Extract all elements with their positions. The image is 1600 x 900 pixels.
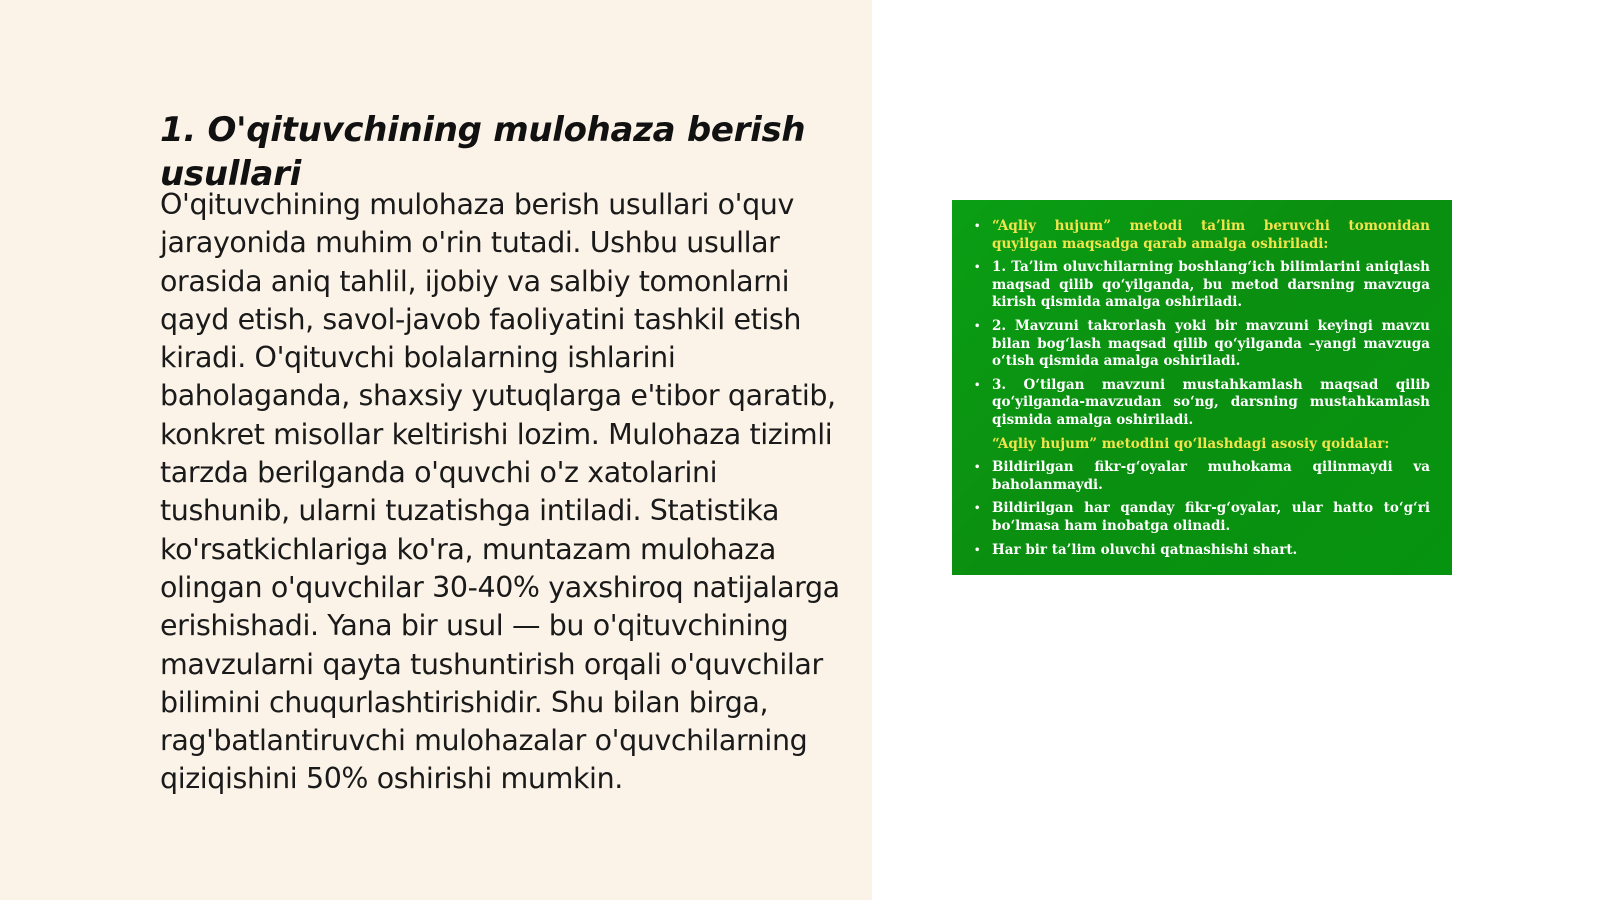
- list-item-text: “Aqliy hujum” metodi ta’lim beruvchi tomonidan quyilgan maqsadga qarab amalga oshiriladi:: [992, 218, 1430, 252]
- bullet-icon: •: [974, 320, 981, 332]
- list-item-rule-1: [974, 459, 1430, 494]
- list-item-text: 3. O‘tilgan mavzuni mustahkamlash maqsad qilib qo‘yilganda-mavzudan so‘ng, darsning mustahkamlash qismida amalga oshiriladi.: [992, 376, 1430, 428]
- list-item-text: Bildirilgan har qanday fikr-g‘oyalar, ular hatto to‘g‘ri bo‘lmasa ham inobatga olinadi.: [992, 500, 1430, 534]
- list-item-goal-2: [974, 318, 1430, 371]
- list-item-intro: [974, 218, 1430, 253]
- bullet-icon: •: [974, 503, 981, 515]
- list-item-rule-3: [974, 542, 1430, 560]
- list-item-text: Bildirilgan fikr-g‘oyalar muhokama qilinmaydi va baholanmaydi.: [992, 459, 1430, 493]
- method-list: [974, 218, 1430, 559]
- bullet-icon: •: [974, 221, 981, 232]
- slide-title: 1. O'qituvchining mulohaza berish usullari: [160, 110, 806, 194]
- list-item-text: 2. Mavzuni takrorlash yoki bir mavzuni keyingi mavzu bilan bog‘lash maqsad qilib qo‘yilganda –yangi mavzuga o‘tish qismida amalga oshiriladi.: [992, 317, 1430, 370]
- list-item-text: Har bir ta’lim oluvchi qatnashishi shart.: [992, 541, 1298, 558]
- bullet-icon: •: [974, 379, 981, 391]
- slide-body-text: O'qituvchining mulohaza berish usullari o'quv jarayonida muhim o'rin tutadi. Ushbu usullar orasida aniq tahlil, ijobiy va salbiy tomonlarni qayd etish, savol-javob faoliyatini tashkil etish kiradi. O'qituvchi bolalarning ishlarini baholaganda, shaxsiy yutuqlarga e'tibor qaratib, konkret misollar keltirishi lozim. Mulohaza tizimli tarzda berilganda o'quvchi o'z xatolarini tushunib, ularni tuzatishga intiladi. Statistika ko'rsatkichlariga ko'ra, muntazam mulohaza olingan o'quvchilar 30-40% yaxshiroq natijalarga erishishadi. Yana bir usul — bu o'qituvchining mavzularni qayta tushuntirish orqali o'quvchilar bilimini chuqurlashtirishidir. Shu bilan birga, rag'batlantiruvchi mulohazalar o'quvchilarning qiziqishini 50% oshirishi mumkin.: [160, 188, 840, 796]
- bullet-icon: •: [974, 544, 981, 556]
- list-item-text: “Aqliy hujum” metodini qo‘llashdagi asosiy qoidalar:: [992, 435, 1390, 452]
- list-item-goal-3: [974, 377, 1430, 430]
- bullet-icon: •: [974, 262, 981, 274]
- bullet-icon: •: [974, 462, 981, 474]
- rules-subheading: [974, 436, 1430, 454]
- list-item-text: 1. Ta’lim oluvchilarning boshlang‘ich bilimlarini aniqlash maqsad qilib qo‘yilganda, bu metod darsning mavzuga kirish qismida amalga oshiriladi.: [992, 259, 1430, 311]
- list-item-rule-2: [974, 500, 1430, 535]
- list-item-goal-1: [974, 259, 1430, 312]
- aqliy-hujum-image: [952, 200, 1452, 575]
